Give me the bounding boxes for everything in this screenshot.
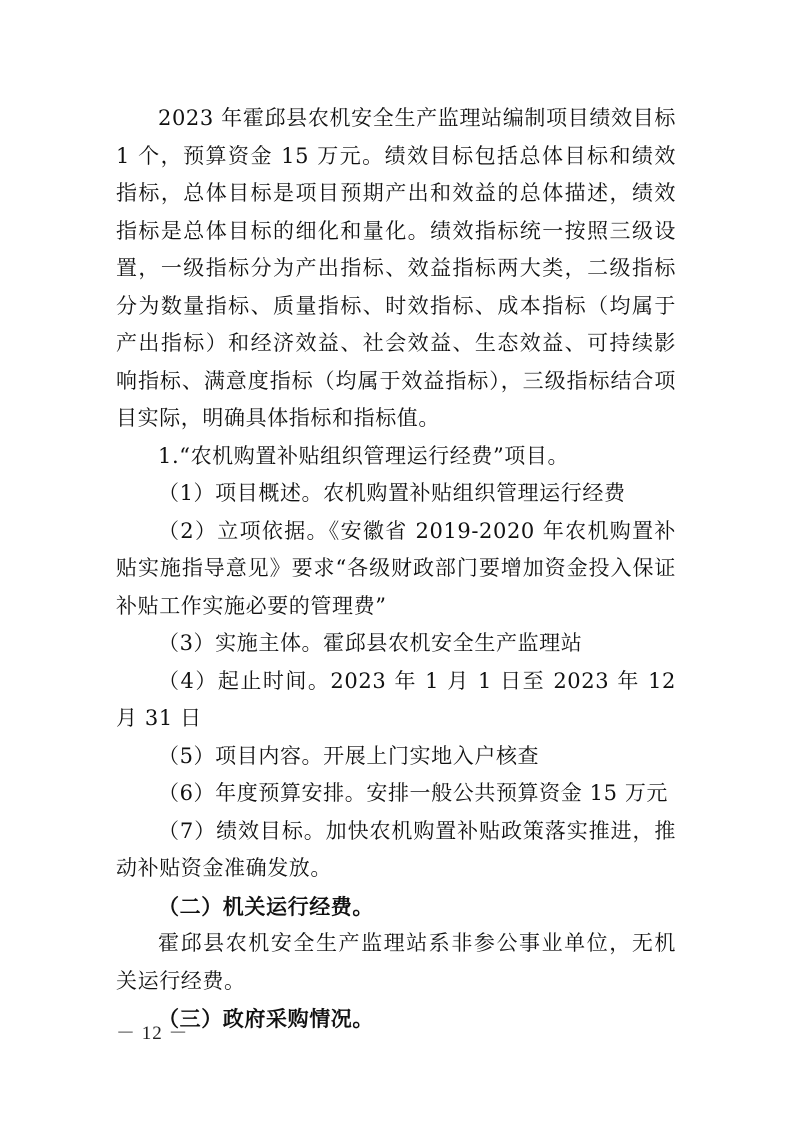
paragraph-performance-overview: 2023 年霍邱县农机安全生产监理站编制项目绩效目标 1 个，预算资金 15 万元。绩效目标包括总体目标和绩效指标，总体目标是项目预期产出和效益的总体描述，绩效指标是总体目标的细化和量化。绩效指标统一按照三级设置，一级指标分为产出指标、效益指标两大类，二级指标分为数量指标、质量指标、时效指标、成本指标（均属于产出指标）和经济效益、社会效益、生态效益、可持续影响指标、满意度指标（均属于效益指标），三级指标结合项目实际，明确具体指标和指标值。 xyxy=(116,106,676,430)
paragraph-project-basis: （2）立项依据。《安徽省 2019-2020 年农机购置补贴实施指导意见》要求“各级财政部门要增加资金投入保证补贴工作实施必要的管理费” xyxy=(116,518,676,618)
paragraph-annual-budget: （6）年度预算安排。安排一般公共预算资金 15 万元 xyxy=(158,781,669,805)
paragraph-project-summary: （1）项目概述。农机购置补贴组织管理运行经费 xyxy=(158,481,626,505)
page-number: － 12 － xyxy=(116,1023,189,1044)
paragraph-implementing-body: （3）实施主体。霍邱县农机安全生产监理站 xyxy=(158,631,583,655)
document-body xyxy=(116,100,676,1038)
paragraph-operating-expenses: 霍邱县农机安全生产监理站系非参公事业单位，无机关运行经费。 xyxy=(116,931,676,993)
paragraph-project-content: （5）项目内容。开展上门实地入户核查 xyxy=(158,743,540,768)
paragraph-performance-target: （7）绩效目标。加快农机购置补贴政策落实推进，推动补贴资金准确发放。 xyxy=(116,818,676,880)
section-heading-government-procurement: （三）政府采购情况。 xyxy=(158,1006,374,1031)
paragraph-project-title: 1.“农机购置补贴组织管理运行经费”项目。 xyxy=(158,443,570,468)
paragraph-project-period: （4）起止时间。2023 年 1 月 1 日至 2023 年 12 月 31 日 xyxy=(116,668,676,730)
section-heading-operating-expenses: （二）机关运行经费。 xyxy=(158,893,374,919)
